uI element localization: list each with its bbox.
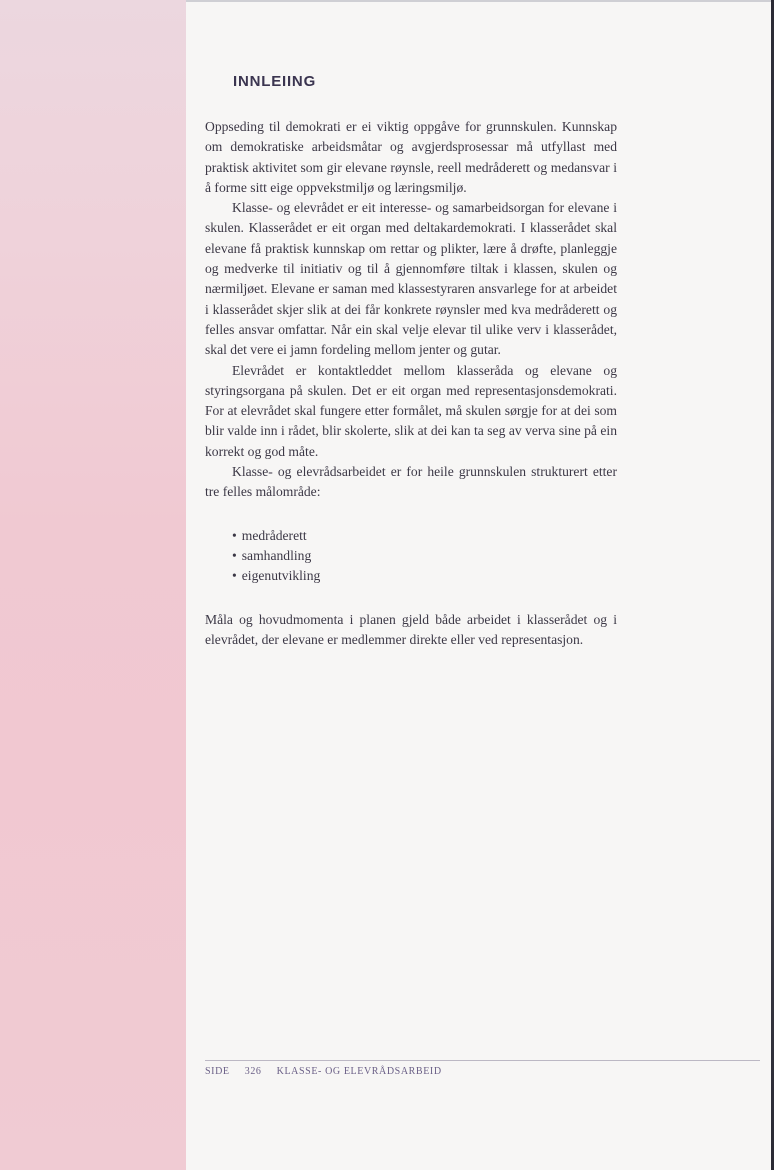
footer-divider	[205, 1060, 760, 1061]
paragraph-student-council: Elevrådet er kontaktleddet mellom klasseråda og elevane og styringsorgana på skulen. Det er eit organ med representasjonsdemokrati. For at elevrådet skal fungere etter formålet, må skulen sørgje for at dei som blir valde inn i rådet, blir skolerte, slik at dei kan ta seg av verva sine på ein korrekt og god måte.	[205, 362, 617, 459]
page-content	[205, 68, 617, 650]
paragraph-class-council: Klasse- og elevrådet er eit interesse- og samarbeidsorgan for elevane i skulen. Klasserådet er eit organ med deltakardemokrati. I klasserådet skal elevane få praktisk kunnskap om rettar og plikter, lære å drøfte, planleggje og medverke til initiativ og til å gjennomføre tiltak i klassen, skulen og nærmiljøet. Elevane er saman med klassestyraren ansvarlege for at arbeidet i klasserådet skjer slik at dei får konkrete røynsler med kva medråderett og felles ansvar omfattar. Når ein skal velje elevar til ulike verv i klasserådet, skal det vere ei jamn fordeling mellom jenter og gutar.	[205, 200, 617, 358]
list-item: • medråderett	[232, 526, 617, 546]
paragraph-goal-areas: Klasse- og elevrådsarbeidet er for heile grunnskulen strukturert etter tre felles målområde:	[205, 464, 617, 500]
paragraph-closing: Måla og hovudmomenta i planen gjeld både arbeidet i klasserådet og i elevrådet, der elevane er medlemmer direkte eller ved representasjon.	[205, 611, 617, 647]
page-footer	[205, 1066, 454, 1077]
paragraph-intro: Oppseding til demokrati er ei viktig oppgåve for grunnskulen. Kunnskap om demokratiske arbeidsmåtar og avgjerdsprosessar må utfyllast med praktisk aktivitet som gir elevane røynsle, reell medråderett og medansvar i å forme sitt eige oppvekstmiljø og læringsmiljø.	[205, 119, 617, 195]
list-item: • eigenutvikling	[232, 566, 617, 586]
footer-side-label: SIDE	[205, 1066, 230, 1077]
footer-section-title: KLASSE- OG ELEVRÅDSARBEID	[276, 1066, 442, 1077]
list-item: • samhandling	[232, 546, 617, 566]
footer-page-number: 326	[244, 1066, 262, 1077]
section-heading: INNLEIING	[233, 73, 317, 90]
pink-sidebar-band	[0, 0, 186, 1170]
goal-area-list	[232, 526, 617, 587]
